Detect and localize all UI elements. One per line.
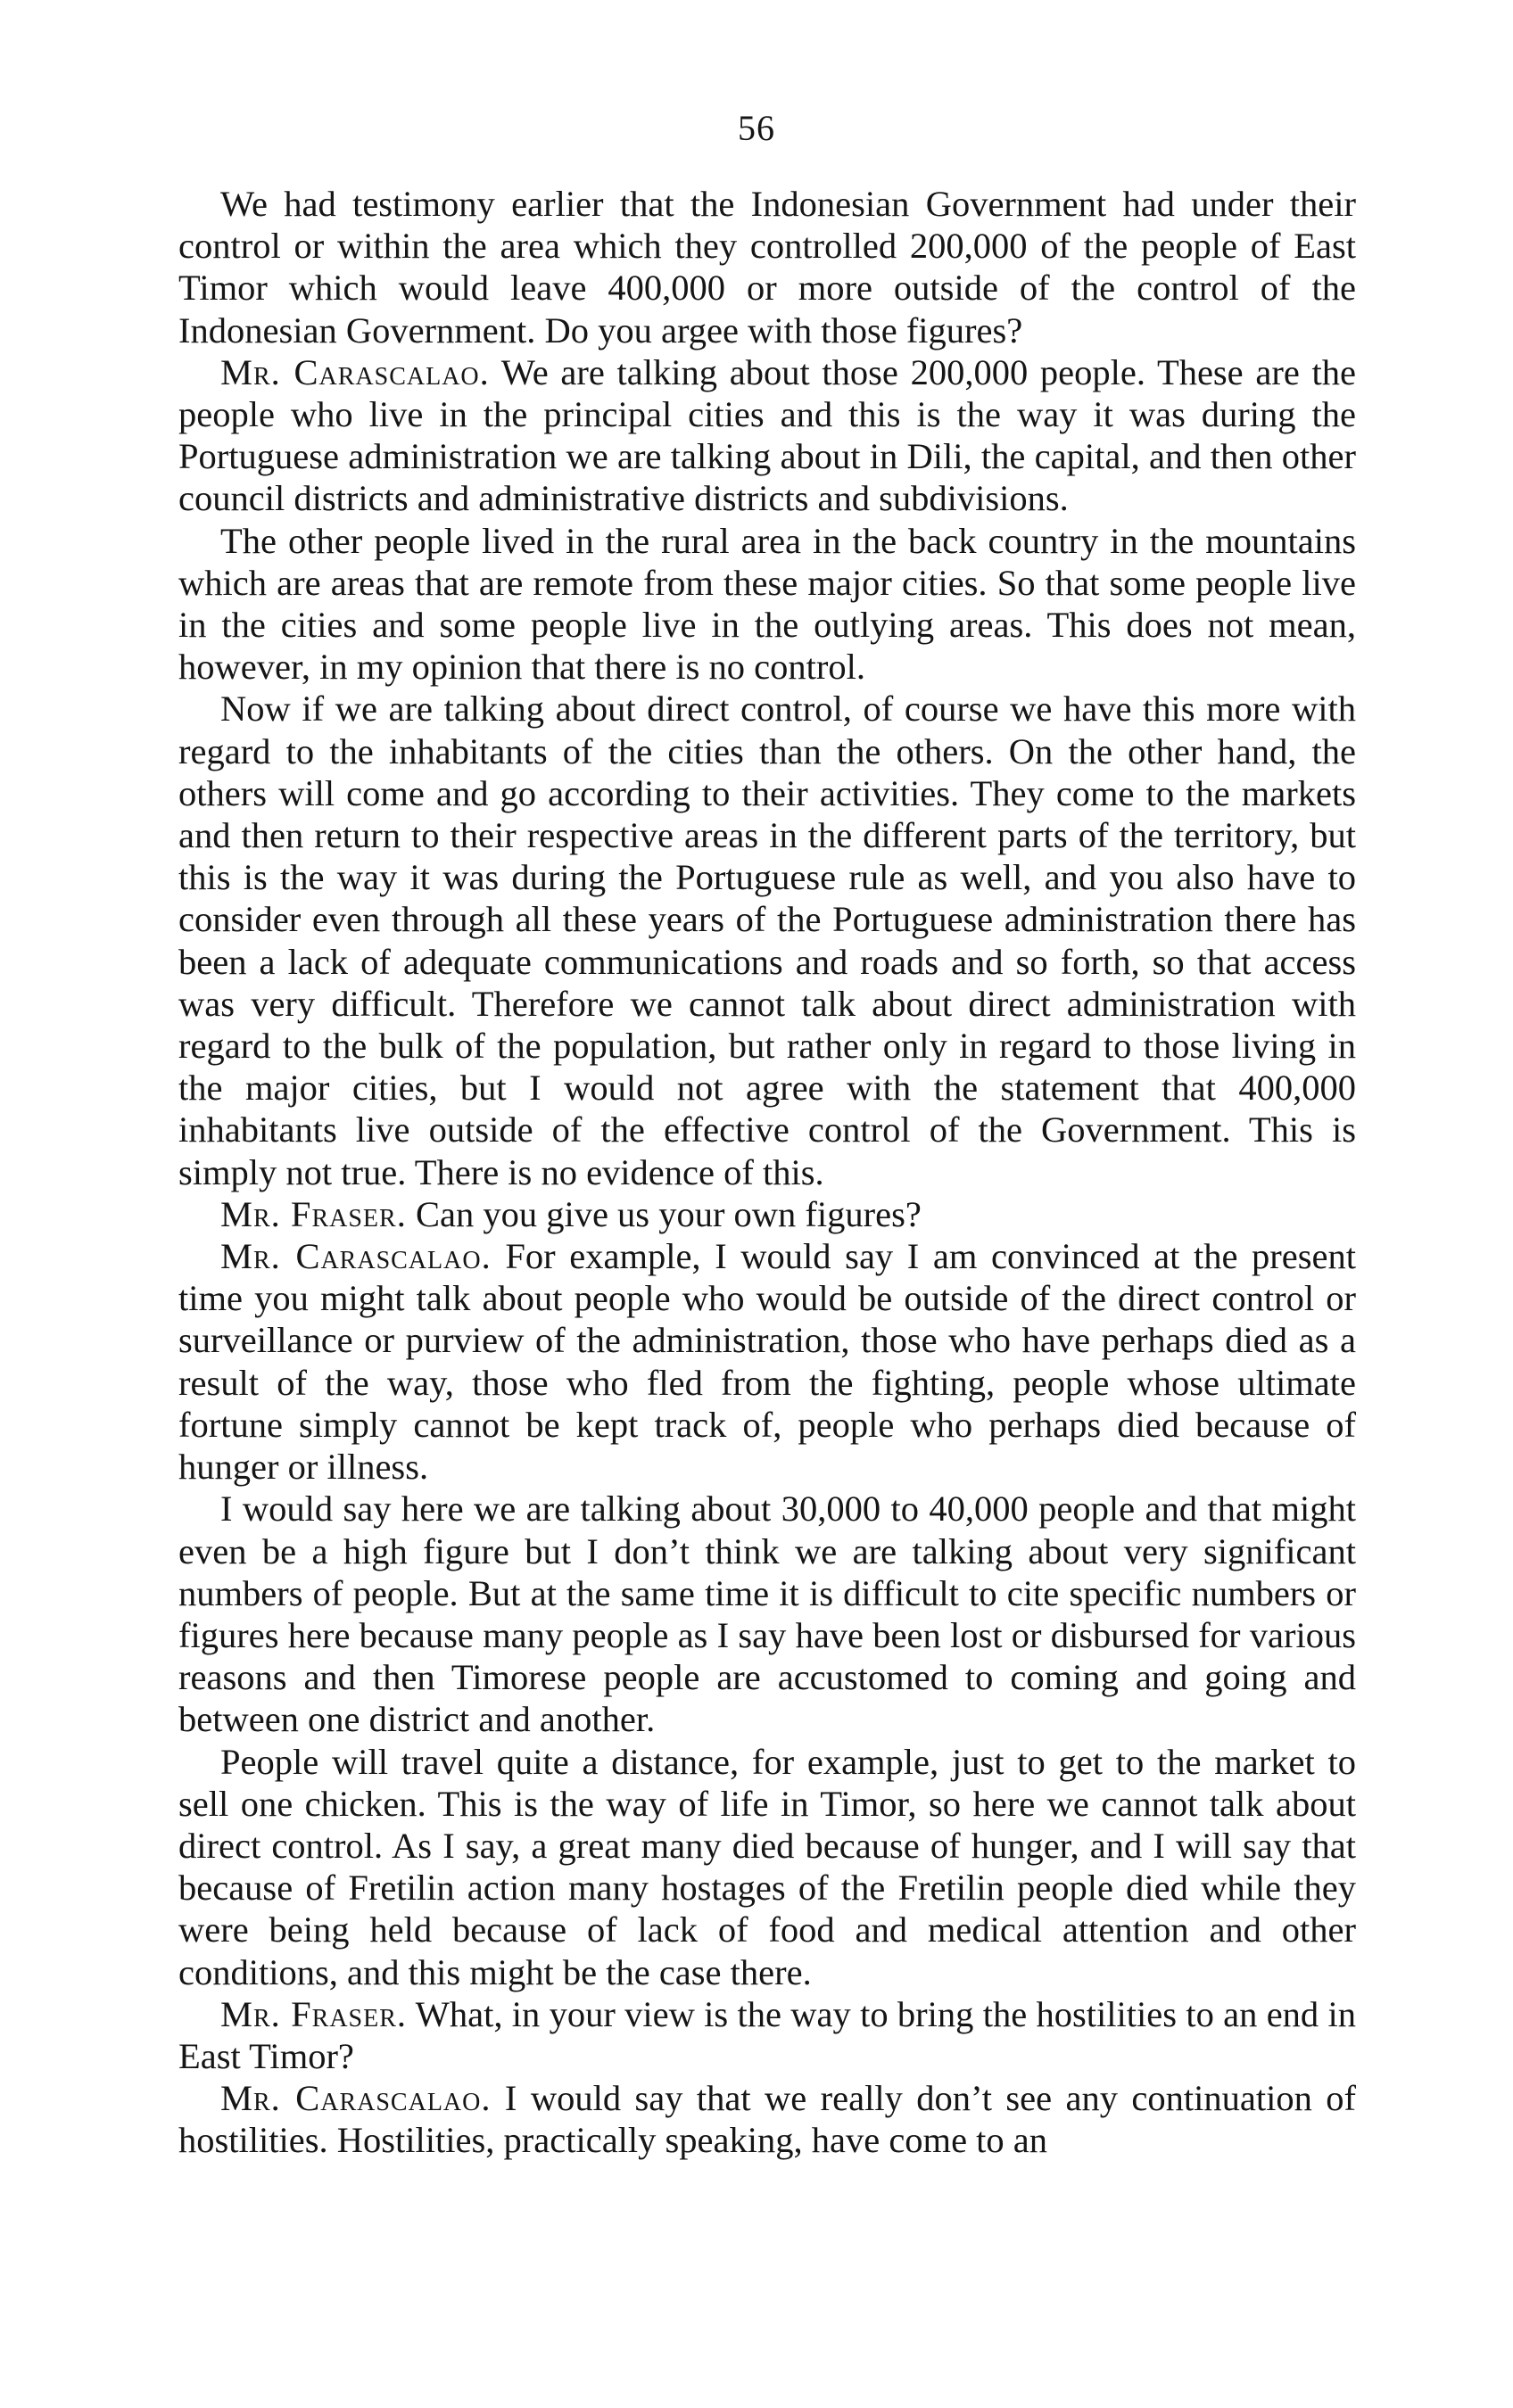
speaker-name: Mr. Carascalao. <box>220 351 490 392</box>
paragraph-4 <box>178 688 1356 1192</box>
paragraph-text: For example, I would say I am convinced at the present time you might talk about people who would be outside of the direct control or surveillance or purview of the administration, those who have perhaps died as a result of the way, those who fled from the fighting, people whose ultimate fortune simply cannot be kept track of, people who perhaps died because of hunger or illness. <box>178 1236 1357 1488</box>
paragraph-text: Now if we are talking about direct control, of course we have this more with regard to the inhabitants of the cities than the others. On the other hand, the others will come and go according to their activities. They come to the markets and then return to their respective areas in the different parts of the territory, but this is the way it was during the Portuguese rule as well, and you also have to consider even through all these years of the Portuguese administration there has been a lack of adequate communications and roads and so forth, so that access was very difficult. Therefore we cannot talk about direct administration with regard to the bulk of the population, but rather only in regard to those living in the major cities, but I would not agree with the statement that 400,000 inhabitants live outside of the effective control of the Government. This is simply not true. There is no evidence of this. <box>178 689 1356 1192</box>
paragraph-text: We are talking about those 200,000 people. These are the people who live in the principal cities and this is the way it was during the Portuguese administration we are talking about in Dili, the capital, and then other council districts and administrative districts and subdivisions. <box>178 351 1356 519</box>
paragraph-text: The other people lived in the rural area in the back country in the mountains which are areas that are remote from these major cities. So that some people live in the cities and some people live in the outlying areas. This does not mean, however, in my opinion that there is no control. <box>178 520 1356 688</box>
speaker-name: Mr. Fraser. <box>220 1193 407 1234</box>
paragraph-1 <box>178 183 1356 351</box>
paragraph-text: I would say that we really don’t see any continuation of hostilities. Hostilities, practically speaking, have come to an <box>178 2078 1357 2161</box>
page-number: 56 <box>738 108 775 148</box>
speaker-name: Mr. Carascalao. <box>220 2078 492 2119</box>
document-body <box>178 183 1356 2162</box>
paragraph-text: Can you give us your own figures? <box>415 1193 922 1234</box>
speaker-name: Mr. Carascalao. <box>220 1236 492 1277</box>
paragraph-7 <box>178 1488 1356 1740</box>
paragraph-text: We had testimony earlier that the Indonesian Government had under their control or within the area which they controlled 200,000 of the people of East Timor which would leave 400,000 or more outside of the control of the Indonesian Government. Do you argee with those figures? <box>178 184 1356 350</box>
speaker-name: Mr. Fraser. <box>220 1993 408 2034</box>
paragraph-8 <box>178 1741 1356 1993</box>
paragraph-text: What, in your view is the way to bring the hostilities to an end in East Timor? <box>178 1993 1356 2076</box>
paragraph-2 <box>178 351 1356 520</box>
paragraph-5 <box>178 1193 1356 1235</box>
paragraph-text: People will travel quite a distance, for example, just to get to the market to sell one chicken. This is the way of life in Timor, so here we cannot talk about direct control. As I say, a great many died because of hunger, and I will say that because of Fretilin action many hostages of the Fretilin people died while they were being held because of lack of food and medical attention and other conditions, and this might be the case there. <box>178 1741 1356 1992</box>
paragraph-text: I would say here we are talking about 30,000 to 40,000 people and that might even be a high figure but I don’t think we are talking about very significant numbers of people. But at the same time it is difficult to cite specific numbers or figures here because many people as I say have been lost or disbursed for various reasons and then Timorese people are accustomed to coming and going and between one district and another. <box>178 1489 1356 1740</box>
paragraph-9 <box>178 1993 1356 2077</box>
paragraph-3 <box>178 520 1356 689</box>
paragraph-10 <box>178 2077 1356 2161</box>
paragraph-6 <box>178 1235 1356 1488</box>
